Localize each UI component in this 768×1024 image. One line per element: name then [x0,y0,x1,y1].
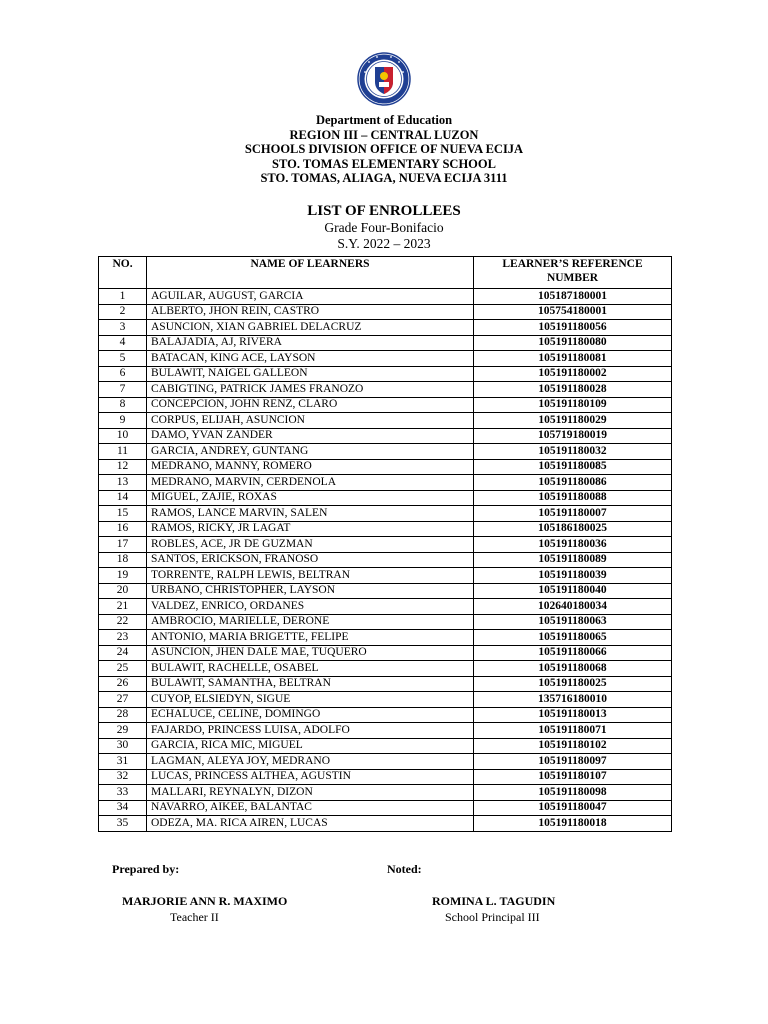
row-number: 20 [99,583,147,599]
row-number: 32 [99,769,147,785]
division-name: SCHOOLS DIVISION OFFICE OF NUEVA ECIJA [244,142,524,157]
learner-reference-number: 105191180002 [474,366,672,382]
preparer-title: Teacher II [170,910,219,924]
learner-name: CONCEPCION, JOHN RENZ, CLARO [147,397,474,413]
learner-name: CUYOP, ELSIEDYN, SIGUE [147,692,474,708]
table-body [99,289,672,832]
school-address: STO. TOMAS, ALIAGA, NUEVA ECIJA 3111 [260,171,508,186]
department-name: Department of Education [315,113,453,127]
noted-label: Noted: [387,862,422,876]
table-row [99,413,672,429]
learner-name: BULAWIT, RACHELLE, OSABEL [147,661,474,677]
row-number: 10 [99,428,147,444]
row-number: 26 [99,676,147,692]
learner-name: ECHALUCE, CELINE, DOMINGO [147,707,474,723]
row-number: 31 [99,754,147,770]
table-row [99,599,672,615]
learner-reference-number: 105191180028 [474,382,672,398]
table-row [99,304,672,320]
learner-reference-number: 105191180029 [474,413,672,429]
learner-name: CABIGTING, PATRICK JAMES FRANOZO [147,382,474,398]
learner-name: LAGMAN, ALEYA JOY, MEDRANO [147,754,474,770]
table-row [99,645,672,661]
table-row [99,676,672,692]
table-row [99,754,672,770]
learner-name: ODEZA, MA. RICA AIREN, LUCAS [147,816,474,832]
learner-name: MEDRANO, MANNY, ROMERO [147,459,474,475]
learner-reference-number: 105191180025 [474,676,672,692]
learner-reference-number: 105191180040 [474,583,672,599]
learner-name: MALLARI, REYNALYN, DIZON [147,785,474,801]
row-number: 15 [99,506,147,522]
learner-reference-number: 105191180098 [474,785,672,801]
learner-name: ALBERTO, JHON REIN, CASTRO [147,304,474,320]
letterhead [0,113,768,186]
learner-name: ANTONIO, MARIA BRIGETTE, FELIPE [147,630,474,646]
table-row [99,785,672,801]
column-header-name: NAME OF LEARNERS [147,257,474,289]
row-number: 6 [99,366,147,382]
row-number: 9 [99,413,147,429]
table-row [99,630,672,646]
learner-name: ROBLES, ACE, JR DE GUZMAN [147,537,474,553]
row-number: 22 [99,614,147,630]
prepared-by-label: Prepared by: [112,862,180,876]
row-number: 21 [99,599,147,615]
grade-section: Grade Four-Bonifacio [324,220,444,235]
learner-reference-number: 105191180081 [474,351,672,367]
table-header-row [99,257,672,289]
learner-reference-number: 105191180107 [474,769,672,785]
row-number: 27 [99,692,147,708]
learner-reference-number: 105191180007 [474,506,672,522]
learner-reference-number: 105191180018 [474,816,672,832]
table-row [99,738,672,754]
learner-reference-number: 105191180068 [474,661,672,677]
learner-reference-number: 105191180036 [474,537,672,553]
learner-name: BATACAN, KING ACE, LAYSON [147,351,474,367]
table-row [99,521,672,537]
table-row [99,537,672,553]
learner-reference-number: 105191180013 [474,707,672,723]
row-number: 2 [99,304,147,320]
row-number: 34 [99,800,147,816]
row-number: 11 [99,444,147,460]
learner-name: RAMOS, RICKY, JR LAGAT [147,521,474,537]
learner-reference-number: 105191180063 [474,614,672,630]
row-number: 18 [99,552,147,568]
learner-name: LUCAS, PRINCESS ALTHEA, AGUSTIN [147,769,474,785]
learner-name: VALDEZ, ENRICO, ORDANES [147,599,474,615]
learner-reference-number: 105191180089 [474,552,672,568]
learner-reference-number: 105719180019 [474,428,672,444]
table-row [99,614,672,630]
learner-name: RAMOS, LANCE MARVIN, SALEN [147,506,474,522]
table-row [99,459,672,475]
learner-reference-number: 105191180066 [474,645,672,661]
row-number: 29 [99,723,147,739]
column-header-no: NO. [99,257,147,289]
row-number: 3 [99,320,147,336]
row-number: 24 [99,645,147,661]
row-number: 4 [99,335,147,351]
row-number: 33 [99,785,147,801]
learner-name: AMBROCIO, MARIELLE, DERONE [147,614,474,630]
learner-name: GARCIA, RICA MIC, MIGUEL [147,738,474,754]
learner-name: BULAWIT, NAIGEL GALLEON [147,366,474,382]
table-row [99,289,672,305]
row-number: 25 [99,661,147,677]
table-row [99,351,672,367]
row-number: 19 [99,568,147,584]
table-row [99,692,672,708]
learner-reference-number: 105186180025 [474,521,672,537]
row-number: 14 [99,490,147,506]
learner-name: FAJARDO, PRINCESS LUISA, ADOLFO [147,723,474,739]
document-title: LIST OF ENROLLEES [307,203,461,219]
table-row [99,552,672,568]
learner-name: BALAJADIA, AJ, RIVERA [147,335,474,351]
learner-reference-number: 135716180010 [474,692,672,708]
enrollee-table [98,256,672,832]
row-number: 17 [99,537,147,553]
deped-seal-icon [357,52,411,106]
school-name: STO. TOMAS ELEMENTARY SCHOOL [272,156,496,171]
row-number: 35 [99,816,147,832]
row-number: 1 [99,289,147,305]
learner-reference-number: 105191180065 [474,630,672,646]
learner-reference-number: 105191180109 [474,397,672,413]
learner-name: CORPUS, ELIJAH, ASUNCION [147,413,474,429]
row-number: 12 [99,459,147,475]
learner-name: TORRENTE, RALPH LEWIS, BELTRAN [147,568,474,584]
table-row [99,366,672,382]
learner-reference-number: 105191180080 [474,335,672,351]
learner-reference-number: 105191180071 [474,723,672,739]
learner-reference-number: 105191180047 [474,800,672,816]
table-row [99,769,672,785]
row-number: 28 [99,707,147,723]
learner-name: AGUILAR, AUGUST, GARCIA [147,289,474,305]
table-row [99,723,672,739]
table-row [99,397,672,413]
learner-reference-number: 105191180039 [474,568,672,584]
learner-name: ASUNCION, JHEN DALE MAE, TUQUERO [147,645,474,661]
learner-name: SANTOS, ERICKSON, FRANOSO [147,552,474,568]
learner-reference-number: 105191180056 [474,320,672,336]
table-row [99,661,672,677]
learner-reference-number: 105754180001 [474,304,672,320]
table-row [99,335,672,351]
learner-reference-number: 105191180085 [474,459,672,475]
table-row [99,320,672,336]
document-title-block [0,202,768,251]
table-row [99,568,672,584]
learner-reference-number: 105191180102 [474,738,672,754]
row-number: 7 [99,382,147,398]
learner-name: URBANO, CHRISTOPHER, LAYSON [147,583,474,599]
table-row [99,428,672,444]
row-number: 23 [99,630,147,646]
learner-reference-number: 105187180001 [474,289,672,305]
learner-reference-number: 105191180086 [474,475,672,491]
table-row [99,475,672,491]
row-number: 13 [99,475,147,491]
row-number: 8 [99,397,147,413]
table-row [99,800,672,816]
learner-name: DAMO, YVAN ZANDER [147,428,474,444]
region-name: REGION III – CENTRAL LUZON [289,127,479,142]
school-year: S.Y. 2022 – 2023 [337,235,431,251]
learner-name: ASUNCION, XIAN GABRIEL DELACRUZ [147,320,474,336]
learner-name: MIGUEL, ZAJIE, ROXAS [147,490,474,506]
learner-reference-number: 105191180032 [474,444,672,460]
table-row [99,816,672,832]
column-header-lrn: LEARNER’S REFERENCE NUMBER [474,257,672,289]
table-row [99,490,672,506]
row-number: 30 [99,738,147,754]
learner-name: BULAWIT, SAMANTHA, BELTRAN [147,676,474,692]
learner-reference-number: 105191180088 [474,490,672,506]
learner-reference-number: 102640180034 [474,599,672,615]
table-row [99,707,672,723]
table-row [99,506,672,522]
table-row [99,444,672,460]
noter-title: School Principal III [445,910,540,924]
learner-name: NAVARRO, AIKEE, BALANTAC [147,800,474,816]
learner-name: GARCIA, ANDREY, GUNTANG [147,444,474,460]
learner-name: MEDRANO, MARVIN, CERDENOLA [147,475,474,491]
row-number: 5 [99,351,147,367]
noter-name: ROMINA L. TAGUDIN [432,894,556,908]
row-number: 16 [99,521,147,537]
table-row [99,583,672,599]
table-row [99,382,672,398]
learner-reference-number: 105191180097 [474,754,672,770]
preparer-name: MARJORIE ANN R. MAXIMO [122,894,288,908]
